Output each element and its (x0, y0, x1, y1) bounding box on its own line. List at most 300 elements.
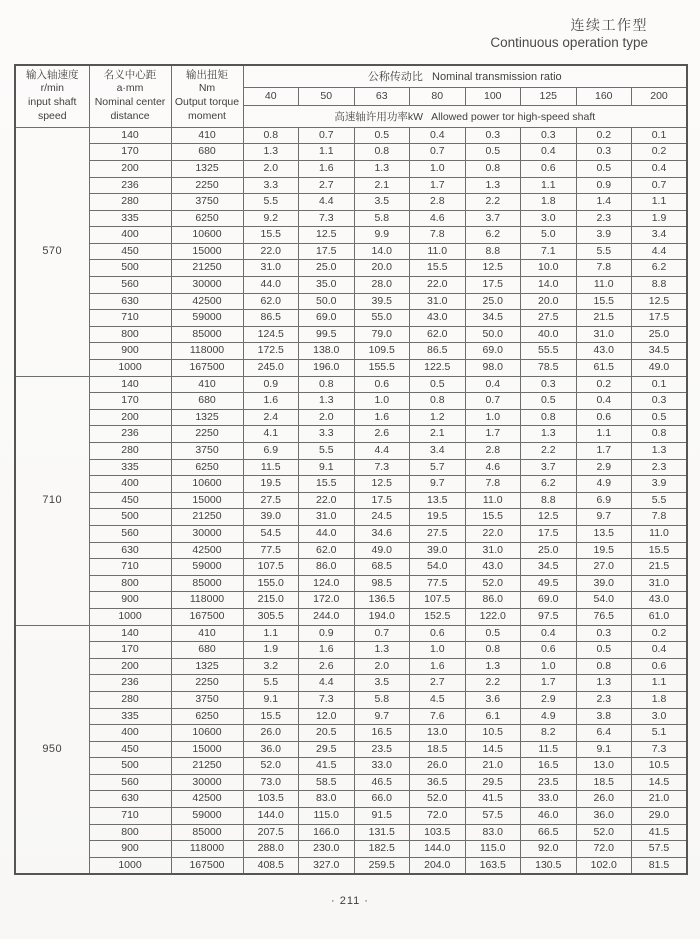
power-cell: 58.5 (299, 774, 355, 791)
power-cell: 52.0 (576, 824, 632, 841)
power-cell: 1.3 (465, 177, 521, 194)
power-cell: 50.0 (465, 326, 521, 343)
power-cell: 11.0 (465, 492, 521, 509)
power-cell: 15.5 (243, 708, 299, 725)
power-cell: 36.0 (243, 741, 299, 758)
power-cell: 25.0 (299, 260, 355, 277)
power-cell: 2.9 (576, 459, 632, 476)
table-row (15, 393, 687, 410)
power-cell: 31.0 (576, 326, 632, 343)
table-row (15, 293, 687, 310)
power-cell: 172.5 (243, 343, 299, 360)
power-cell: 115.0 (465, 841, 521, 858)
power-cell: 3.3 (243, 177, 299, 194)
power-cell: 1.3 (354, 160, 410, 177)
power-cell: 3.7 (465, 210, 521, 227)
power-cell: 0.4 (521, 144, 577, 161)
power-cell: 15.5 (465, 509, 521, 526)
power-cell: 1.1 (632, 194, 688, 211)
power-cell: 4.4 (299, 194, 355, 211)
center-distance-cell: 140 (89, 127, 171, 144)
page-title-en: Continuous operation type (490, 35, 648, 51)
table-row (15, 260, 687, 277)
power-cell: 12.5 (354, 476, 410, 493)
power-cell: 35.0 (299, 277, 355, 294)
power-cell: 0.5 (465, 625, 521, 642)
torque-cell: 680 (171, 393, 243, 410)
ratio-header-cell: 63 (354, 87, 410, 105)
power-cell: 29.0 (632, 808, 688, 825)
center-distance-cell: 630 (89, 293, 171, 310)
power-cell: 5.5 (576, 243, 632, 260)
power-cell: 92.0 (521, 841, 577, 858)
power-cell: 194.0 (354, 608, 410, 625)
table-row (15, 741, 687, 758)
power-cell: 19.5 (576, 542, 632, 559)
torque-cell: 410 (171, 376, 243, 393)
torque-cell: 21250 (171, 260, 243, 277)
power-cell: 215.0 (243, 592, 299, 609)
power-cell: 0.8 (410, 393, 466, 410)
center-distance-cell: 800 (89, 824, 171, 841)
center-distance-cell: 236 (89, 426, 171, 443)
power-cell: 2.6 (354, 426, 410, 443)
power-cell: 46.0 (521, 808, 577, 825)
power-cell: 14.5 (632, 774, 688, 791)
power-cell: 0.5 (354, 127, 410, 144)
power-cell: 27.5 (410, 525, 466, 542)
power-cell: 1.0 (354, 393, 410, 410)
power-cell: 31.0 (465, 542, 521, 559)
ratio-header-cell: 160 (576, 87, 632, 105)
power-cell: 2.4 (243, 409, 299, 426)
power-cell: 1.4 (576, 194, 632, 211)
power-cell: 55.0 (354, 310, 410, 327)
table-row (15, 758, 687, 775)
power-cell: 44.0 (299, 525, 355, 542)
power-cell: 3.0 (521, 210, 577, 227)
power-cell: 62.0 (299, 542, 355, 559)
power-cell: 1.6 (299, 642, 355, 659)
center-distance-cell: 280 (89, 443, 171, 460)
center-distance-cell: 170 (89, 144, 171, 161)
torque-cell: 3750 (171, 691, 243, 708)
power-cell: 6.9 (576, 492, 632, 509)
table-row (15, 277, 687, 294)
center-distance-cell: 280 (89, 691, 171, 708)
power-cell: 12.5 (521, 509, 577, 526)
power-cell: 1.9 (632, 210, 688, 227)
power-cell: 2.3 (632, 459, 688, 476)
power-cell: 6.2 (521, 476, 577, 493)
power-cell: 3.4 (632, 227, 688, 244)
power-cell: 1.3 (632, 443, 688, 460)
power-cell: 6.2 (465, 227, 521, 244)
power-cell: 54.0 (410, 559, 466, 576)
power-cell: 7.8 (632, 509, 688, 526)
torque-cell: 42500 (171, 293, 243, 310)
power-cell: 12.5 (632, 293, 688, 310)
power-cell: 2.2 (521, 443, 577, 460)
center-distance-cell: 630 (89, 791, 171, 808)
power-cell: 91.5 (354, 808, 410, 825)
power-cell: 72.0 (410, 808, 466, 825)
power-cell: 39.0 (243, 509, 299, 526)
power-cell: 31.0 (243, 260, 299, 277)
power-cell: 1.2 (410, 409, 466, 426)
center-distance-cell: 500 (89, 509, 171, 526)
power-cell: 6.2 (632, 260, 688, 277)
power-cell: 0.5 (465, 144, 521, 161)
power-cell: 99.5 (299, 326, 355, 343)
torque-cell: 42500 (171, 791, 243, 808)
power-cell: 13.0 (576, 758, 632, 775)
power-cell: 13.5 (410, 492, 466, 509)
power-cell: 0.8 (299, 376, 355, 393)
power-cell: 31.0 (299, 509, 355, 526)
power-cell: 1.6 (299, 160, 355, 177)
power-cell: 14.5 (465, 741, 521, 758)
center-distance-cell: 630 (89, 542, 171, 559)
power-cell: 18.5 (576, 774, 632, 791)
power-cell: 1.1 (521, 177, 577, 194)
power-cell: 0.8 (354, 144, 410, 161)
power-cell: 2.3 (576, 691, 632, 708)
power-cell: 79.0 (354, 326, 410, 343)
power-cell: 0.5 (632, 409, 688, 426)
power-cell: 29.5 (299, 741, 355, 758)
power-cell: 43.0 (576, 343, 632, 360)
power-cell: 3.5 (354, 194, 410, 211)
table-row (15, 808, 687, 825)
power-cell: 27.5 (521, 310, 577, 327)
power-cell: 57.5 (465, 808, 521, 825)
power-cell: 107.5 (410, 592, 466, 609)
table-row (15, 127, 687, 144)
power-cell: 1.8 (521, 194, 577, 211)
torque-cell: 59000 (171, 559, 243, 576)
power-cell: 18.5 (410, 741, 466, 758)
power-cell: 0.5 (410, 376, 466, 393)
power-cell: 19.5 (410, 509, 466, 526)
power-cell: 0.2 (576, 376, 632, 393)
center-distance-cell: 170 (89, 642, 171, 659)
power-cell: 43.0 (632, 592, 688, 609)
torque-cell: 118000 (171, 343, 243, 360)
center-distance-cell: 710 (89, 808, 171, 825)
table-row (15, 642, 687, 659)
table-row (15, 774, 687, 791)
power-cell: 21.0 (632, 791, 688, 808)
power-cell: 3.9 (632, 476, 688, 493)
power-cell: 0.3 (576, 625, 632, 642)
torque-cell: 167500 (171, 360, 243, 377)
power-cell: 155.0 (243, 575, 299, 592)
power-cell: 8.8 (632, 277, 688, 294)
page-title-zh: 连续工作型 (570, 17, 648, 33)
power-header: 高速轴许用功率kW Allowed power tor high-speed shaft (243, 105, 687, 127)
ratio-header: 公称传动比 Nominal transmission ratio (243, 65, 687, 88)
power-cell: 10.0 (521, 260, 577, 277)
torque-cell: 85000 (171, 824, 243, 841)
power-cell: 0.4 (465, 376, 521, 393)
power-cell: 9.9 (354, 227, 410, 244)
power-cell: 0.6 (521, 642, 577, 659)
power-cell: 2.1 (354, 177, 410, 194)
power-cell: 15.5 (299, 476, 355, 493)
power-cell: 33.0 (354, 758, 410, 775)
power-cell: 13.0 (410, 725, 466, 742)
power-cell: 0.2 (632, 625, 688, 642)
power-cell: 39.0 (576, 575, 632, 592)
center-distance-cell: 560 (89, 277, 171, 294)
power-cell: 259.5 (354, 857, 410, 874)
power-cell: 1.0 (521, 658, 577, 675)
power-cell: 7.8 (465, 476, 521, 493)
power-cell: 124.5 (243, 326, 299, 343)
table-row (15, 725, 687, 742)
power-cell: 122.0 (465, 608, 521, 625)
power-cell: 0.3 (521, 127, 577, 144)
torque-cell: 10600 (171, 227, 243, 244)
torque-cell: 1325 (171, 409, 243, 426)
power-cell: 33.0 (521, 791, 577, 808)
power-cell: 1.6 (354, 409, 410, 426)
power-cell: 9.7 (354, 708, 410, 725)
power-cell: 102.0 (576, 857, 632, 874)
page-number: · 211 · (331, 895, 369, 908)
gearbox-spec-table (14, 64, 688, 876)
power-cell: 9.1 (243, 691, 299, 708)
power-cell: 0.4 (632, 160, 688, 177)
torque-cell: 410 (171, 625, 243, 642)
center-distance-cell: 236 (89, 675, 171, 692)
center-distance-cell: 400 (89, 476, 171, 493)
power-cell: 26.0 (243, 725, 299, 742)
power-cell: 2.9 (521, 691, 577, 708)
center-distance-cell: 400 (89, 227, 171, 244)
power-cell: 136.5 (354, 592, 410, 609)
torque-cell: 1325 (171, 160, 243, 177)
power-cell: 2.0 (243, 160, 299, 177)
ratio-header-cell: 125 (521, 87, 577, 105)
center-distance-cell: 200 (89, 658, 171, 675)
power-cell: 0.8 (576, 658, 632, 675)
center-distance-cell: 560 (89, 525, 171, 542)
table-row (15, 409, 687, 426)
table-row (15, 691, 687, 708)
power-cell: 22.0 (299, 492, 355, 509)
power-cell: 17.5 (299, 243, 355, 260)
table-row (15, 227, 687, 244)
power-cell: 9.7 (576, 509, 632, 526)
power-cell: 2.8 (410, 194, 466, 211)
power-cell: 5.1 (632, 725, 688, 742)
power-cell: 27.0 (576, 559, 632, 576)
power-cell: 77.5 (243, 542, 299, 559)
table-row (15, 841, 687, 858)
power-cell: 15.5 (576, 293, 632, 310)
power-cell: 0.3 (521, 376, 577, 393)
power-cell: 54.0 (576, 592, 632, 609)
power-cell: 2.6 (299, 658, 355, 675)
power-cell: 327.0 (299, 857, 355, 874)
power-cell: 5.8 (354, 210, 410, 227)
power-cell: 69.0 (299, 310, 355, 327)
power-cell: 26.0 (410, 758, 466, 775)
power-cell: 11.5 (521, 741, 577, 758)
power-cell: 5.5 (243, 194, 299, 211)
torque-cell: 15000 (171, 741, 243, 758)
torque-cell: 680 (171, 642, 243, 659)
power-cell: 46.5 (354, 774, 410, 791)
power-cell: 204.0 (410, 857, 466, 874)
power-cell: 8.8 (465, 243, 521, 260)
power-cell: 1.0 (465, 409, 521, 426)
power-cell: 2.1 (410, 426, 466, 443)
power-cell: 166.0 (299, 824, 355, 841)
power-cell: 2.2 (465, 675, 521, 692)
power-cell: 1.3 (243, 144, 299, 161)
power-cell: 7.3 (299, 691, 355, 708)
table-row (15, 459, 687, 476)
table-row (15, 791, 687, 808)
page-title (0, 0, 700, 52)
power-cell: 21.0 (465, 758, 521, 775)
power-cell: 39.0 (410, 542, 466, 559)
power-cell: 245.0 (243, 360, 299, 377)
power-cell: 1.3 (299, 393, 355, 410)
power-cell: 172.0 (299, 592, 355, 609)
center-distance-cell: 450 (89, 243, 171, 260)
power-cell: 83.0 (465, 824, 521, 841)
power-cell: 4.9 (521, 708, 577, 725)
power-cell: 77.5 (410, 575, 466, 592)
power-cell: 0.5 (521, 393, 577, 410)
table-row (15, 575, 687, 592)
power-cell: 50.0 (299, 293, 355, 310)
center-distance-cell: 900 (89, 343, 171, 360)
power-cell: 0.4 (576, 393, 632, 410)
power-cell: 1.6 (410, 658, 466, 675)
power-cell: 4.4 (632, 243, 688, 260)
power-cell: 12.0 (299, 708, 355, 725)
table-row (15, 857, 687, 874)
center-distance-cell: 500 (89, 758, 171, 775)
power-cell: 1.8 (632, 691, 688, 708)
power-cell: 0.4 (632, 642, 688, 659)
power-cell: 21.5 (632, 559, 688, 576)
ratio-header-cell: 100 (465, 87, 521, 105)
center-distance-cell: 1000 (89, 360, 171, 377)
power-cell: 5.5 (632, 492, 688, 509)
torque-cell: 6250 (171, 708, 243, 725)
power-cell: 1.7 (576, 443, 632, 460)
power-cell: 2.7 (410, 675, 466, 692)
torque-cell: 167500 (171, 608, 243, 625)
power-cell: 0.4 (521, 625, 577, 642)
power-cell: 130.5 (521, 857, 577, 874)
power-cell: 22.0 (243, 243, 299, 260)
power-cell: 1.1 (299, 144, 355, 161)
power-cell: 16.5 (354, 725, 410, 742)
power-cell: 86.5 (410, 343, 466, 360)
power-cell: 11.5 (243, 459, 299, 476)
table-row (15, 824, 687, 841)
power-cell: 97.5 (521, 608, 577, 625)
power-cell: 55.5 (521, 343, 577, 360)
power-cell: 52.0 (243, 758, 299, 775)
table-row (15, 210, 687, 227)
power-cell: 41.5 (465, 791, 521, 808)
torque-cell: 167500 (171, 857, 243, 874)
torque-cell: 3750 (171, 194, 243, 211)
table-header (15, 65, 687, 128)
power-cell: 6.9 (243, 443, 299, 460)
power-cell: 138.0 (299, 343, 355, 360)
power-cell: 0.6 (632, 658, 688, 675)
power-cell: 11.0 (410, 243, 466, 260)
table-row (15, 592, 687, 609)
power-cell: 12.5 (299, 227, 355, 244)
power-cell: 305.5 (243, 608, 299, 625)
power-cell: 17.5 (465, 277, 521, 294)
table-row (15, 675, 687, 692)
power-cell: 66.5 (521, 824, 577, 841)
power-cell: 49.5 (521, 575, 577, 592)
table-row (15, 160, 687, 177)
power-cell: 44.0 (243, 277, 299, 294)
power-cell: 4.4 (354, 443, 410, 460)
power-cell: 73.0 (243, 774, 299, 791)
power-cell: 0.7 (299, 127, 355, 144)
input-speed-cell: 710 (15, 376, 89, 625)
power-cell: 3.9 (576, 227, 632, 244)
col-header-input-speed: 输入轴速度 r/min input shaft speed (15, 65, 89, 128)
power-cell: 4.4 (299, 675, 355, 692)
torque-cell: 21250 (171, 509, 243, 526)
power-cell: 1.0 (410, 642, 466, 659)
power-cell: 26.0 (576, 791, 632, 808)
power-cell: 0.5 (576, 642, 632, 659)
power-cell: 29.5 (465, 774, 521, 791)
power-cell: 0.8 (243, 127, 299, 144)
power-cell: 7.8 (410, 227, 466, 244)
table-row (15, 559, 687, 576)
power-cell: 1.0 (410, 160, 466, 177)
power-cell: 23.5 (354, 741, 410, 758)
power-cell: 0.6 (410, 625, 466, 642)
power-cell: 86.5 (243, 310, 299, 327)
power-cell: 7.3 (354, 459, 410, 476)
power-cell: 5.7 (410, 459, 466, 476)
power-cell: 7.3 (632, 741, 688, 758)
ratio-header-cell: 40 (243, 87, 299, 105)
power-cell: 1.1 (632, 675, 688, 692)
table-row (15, 525, 687, 542)
table-row (15, 243, 687, 260)
power-cell: 3.5 (354, 675, 410, 692)
power-cell: 43.0 (410, 310, 466, 327)
torque-cell: 15000 (171, 243, 243, 260)
power-cell: 49.0 (354, 542, 410, 559)
input-speed-cell: 950 (15, 625, 89, 874)
power-cell: 21.5 (576, 310, 632, 327)
table-row (15, 625, 687, 642)
power-cell: 15.5 (410, 260, 466, 277)
power-cell: 24.5 (354, 509, 410, 526)
power-cell: 11.0 (576, 277, 632, 294)
